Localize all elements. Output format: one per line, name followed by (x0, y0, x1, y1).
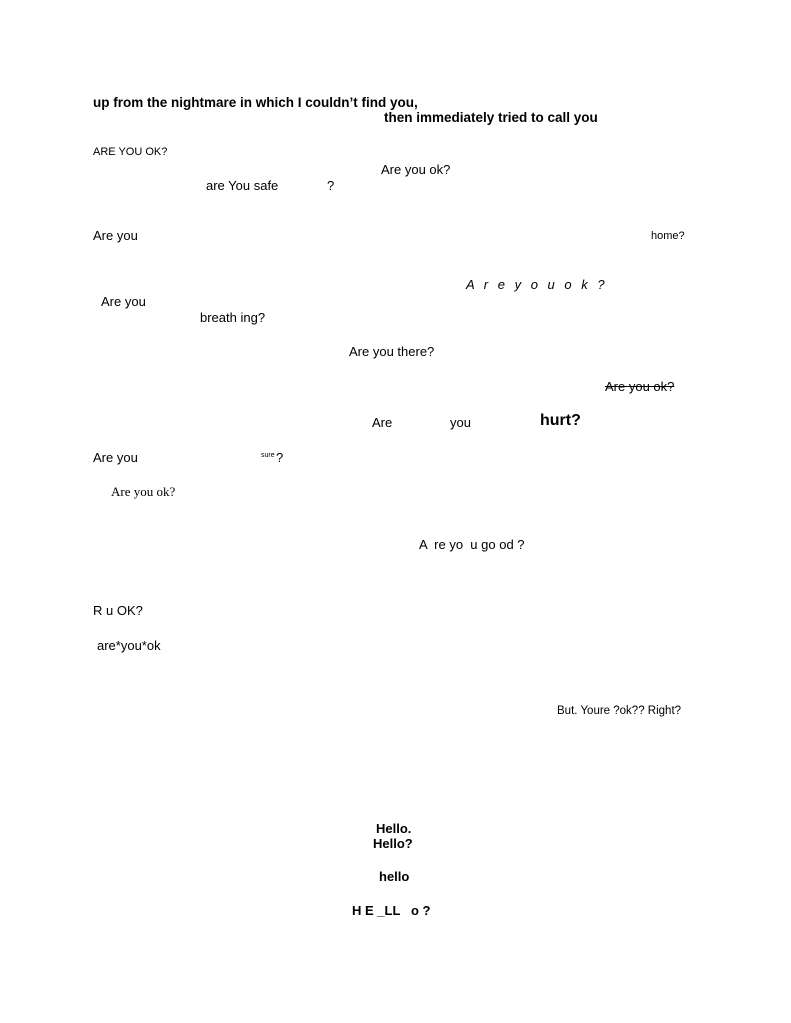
poem-line-nightmare: up from the nightmare in which I couldn’t find you, (93, 95, 418, 110)
poem-line-sure-question: ? (276, 450, 284, 465)
poem-line-spaced-ok: A r e y o u o k ? (466, 277, 608, 292)
poem-line-are-you-ok-serif: Are you ok? (111, 484, 176, 499)
poem-line-hurt-are: Are (372, 415, 393, 430)
poem-line-are-you-ok-caps: ARE YOU OK? (93, 146, 168, 158)
poem-line-are-you-ok-1: Are you ok? (381, 162, 451, 177)
poem-line-hurt: hurt? (540, 412, 581, 429)
poem-line-are-you-good: A re yo u go od ? (419, 537, 525, 552)
poem-line-are-you-home-start: Are you (93, 228, 138, 243)
poem-line-home: home? (651, 230, 685, 242)
poem-line-hello-lower: hello (379, 869, 410, 884)
poem-line-call-you: then immediately tried to call you (384, 110, 598, 125)
poem-line-are-you-safe-question: ? (327, 178, 335, 193)
poem-line-r-u-ok: R u OK? (93, 603, 143, 618)
poem-line-are-you-sure-start: Are you (93, 450, 138, 465)
poem-line-are-you-breathing-start: Are you (101, 294, 146, 309)
poem-line-asterisk-ok: are*you*ok (97, 638, 161, 653)
poem-line-sure: sure (261, 452, 275, 459)
poem-line-breathing: breath ing? (200, 310, 266, 325)
poem-line-hurt-you: you (450, 415, 471, 430)
poem-line-are-you-safe: are You safe (206, 178, 279, 193)
poem-line-hello-broken: H E _LL o ? (352, 903, 431, 918)
poem-line-right: But. Youre ?ok?? Right? (557, 705, 682, 717)
poem-line-hello-question: Hello? (373, 836, 413, 851)
poem-line-are-you-there: Are you there? (349, 344, 435, 359)
poem-line-struck-ok: Are you ok? (605, 379, 675, 394)
poem-line-hello-period: Hello. (376, 821, 412, 836)
